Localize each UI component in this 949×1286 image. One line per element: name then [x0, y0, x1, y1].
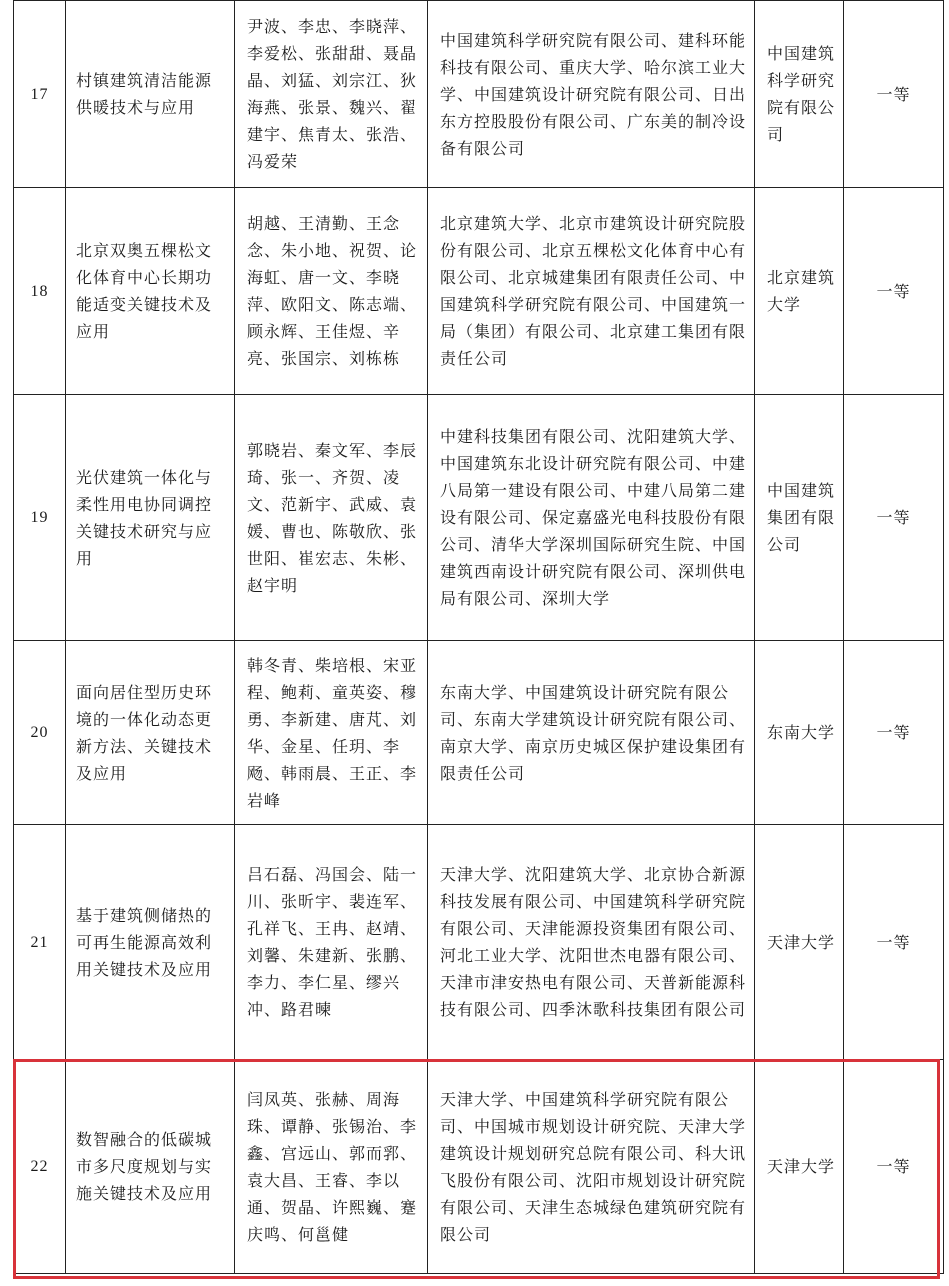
- lead-unit: 中国建筑集团有限公司: [755, 395, 844, 641]
- participating-units: 天津大学、沈阳建筑大学、北京协合新源科技发展有限公司、中国建筑科学研究院有限公司、天津能源投资集团有限公司、河北工业大学、沈阳世杰电器有限公司、天津市津安热电有限公司、天普新能源科技有限公司、四季沐歌科技集团有限公司: [428, 825, 755, 1060]
- lead-unit: 东南大学: [755, 641, 844, 825]
- table-row: [14, 188, 944, 395]
- table-row: [14, 641, 944, 825]
- main-contributors: 吕石磊、冯国会、陆一川、张昕宇、裴连军、孔祥飞、王冉、赵靖、刘馨、朱建新、张鹏、李力、李仁星、缪兴冲、路君暕: [235, 825, 428, 1060]
- award-grade: 一等: [844, 395, 944, 641]
- award-grade: 一等: [844, 188, 944, 395]
- project-name: 村镇建筑清洁能源供暖技术与应用: [66, 1, 235, 188]
- project-name: 光伏建筑一体化与柔性用电协同调控关键技术研究与应用: [66, 395, 235, 641]
- participating-units: 中国建筑科学研究院有限公司、建科环能科技有限公司、重庆大学、哈尔滨工业大学、中国建筑设计研究院有限公司、日出东方控股股份有限公司、广东美的制冷设备有限公司: [428, 1, 755, 188]
- main-contributors: 闫凤英、张赫、周海珠、谭静、张锡治、李鑫、宫远山、郭而郛、袁大昌、王睿、李以通、贺晶、许熙巍、蹇庆鸣、何邕健: [235, 1060, 428, 1274]
- award-grade: 一等: [844, 1, 944, 188]
- row-number: 22: [14, 1060, 66, 1274]
- row-number: 19: [14, 395, 66, 641]
- main-contributors: 郭晓岩、秦文军、李辰琦、张一、齐贺、凌文、范新宇、武威、袁媛、曹也、陈敬欣、张世阳、崔宏志、朱彬、赵宇明: [235, 395, 428, 641]
- participating-units: 中建科技集团有限公司、沈阳建筑大学、中国建筑东北设计研究院有限公司、中建八局第一建设有限公司、中建八局第二建设有限公司、保定嘉盛光电科技股份有限公司、清华大学深圳国际研究生院、中国建筑西南设计研究院有限公司、深圳供电局有限公司、深圳大学: [428, 395, 755, 641]
- main-contributors: 韩冬青、柴培根、宋亚程、鲍莉、童英姿、穆勇、李新建、唐芃、刘华、金星、任玥、李飏、韩雨晨、王正、李岩峰: [235, 641, 428, 825]
- award-grade: 一等: [844, 641, 944, 825]
- main-contributors: 尹波、李忠、李晓萍、李爱松、张甜甜、聂晶晶、刘猛、刘宗江、狄海燕、张景、魏兴、翟建宇、焦青太、张浩、冯爱荣: [235, 1, 428, 188]
- table-row: [14, 1, 944, 188]
- table-row: [14, 825, 944, 1060]
- row-number: 20: [14, 641, 66, 825]
- award-grade: 一等: [844, 1060, 944, 1274]
- participating-units: 东南大学、中国建筑设计研究院有限公司、东南大学建筑设计研究院有限公司、南京大学、南京历史城区保护建设集团有限责任公司: [428, 641, 755, 825]
- project-name: 数智融合的低碳城市多尺度规划与实施关键技术及应用: [66, 1060, 235, 1274]
- lead-unit: 天津大学: [755, 825, 844, 1060]
- awards-table: [13, 0, 944, 1274]
- project-name: 基于建筑侧储热的可再生能源高效利用关键技术及应用: [66, 825, 235, 1060]
- row-number: 17: [14, 1, 66, 188]
- participating-units: 北京建筑大学、北京市建筑设计研究院股份有限公司、北京五棵松文化体育中心有限公司、北京城建集团有限责任公司、中国建筑科学研究院有限公司、中国建筑一局（集团）有限公司、北京建工集团有限责任公司: [428, 188, 755, 395]
- project-name: 北京双奥五棵松文化体育中心长期功能适变关键技术及应用: [66, 188, 235, 395]
- participating-units: 天津大学、中国建筑科学研究院有限公司、中国城市规划设计研究院、天津大学建筑设计规划研究总院有限公司、科大讯飞股份有限公司、沈阳市规划设计研究院有限公司、天津生态城绿色建筑研究院有限公司: [428, 1060, 755, 1274]
- award-grade: 一等: [844, 825, 944, 1060]
- lead-unit: 北京建筑大学: [755, 188, 844, 395]
- lead-unit: 天津大学: [755, 1060, 844, 1274]
- row-number: 21: [14, 825, 66, 1060]
- lead-unit: 中国建筑科学研究院有限公司: [755, 1, 844, 188]
- main-contributors: 胡越、王清勤、王念念、朱小地、祝贺、论海虹、唐一文、李晓萍、欧阳文、陈志端、顾永辉、王佳煜、辛亮、张国宗、刘栋栋: [235, 188, 428, 395]
- table-row: [14, 395, 944, 641]
- row-number: 18: [14, 188, 66, 395]
- table-row: [14, 1060, 944, 1274]
- project-name: 面向居住型历史环境的一体化动态更新方法、关键技术及应用: [66, 641, 235, 825]
